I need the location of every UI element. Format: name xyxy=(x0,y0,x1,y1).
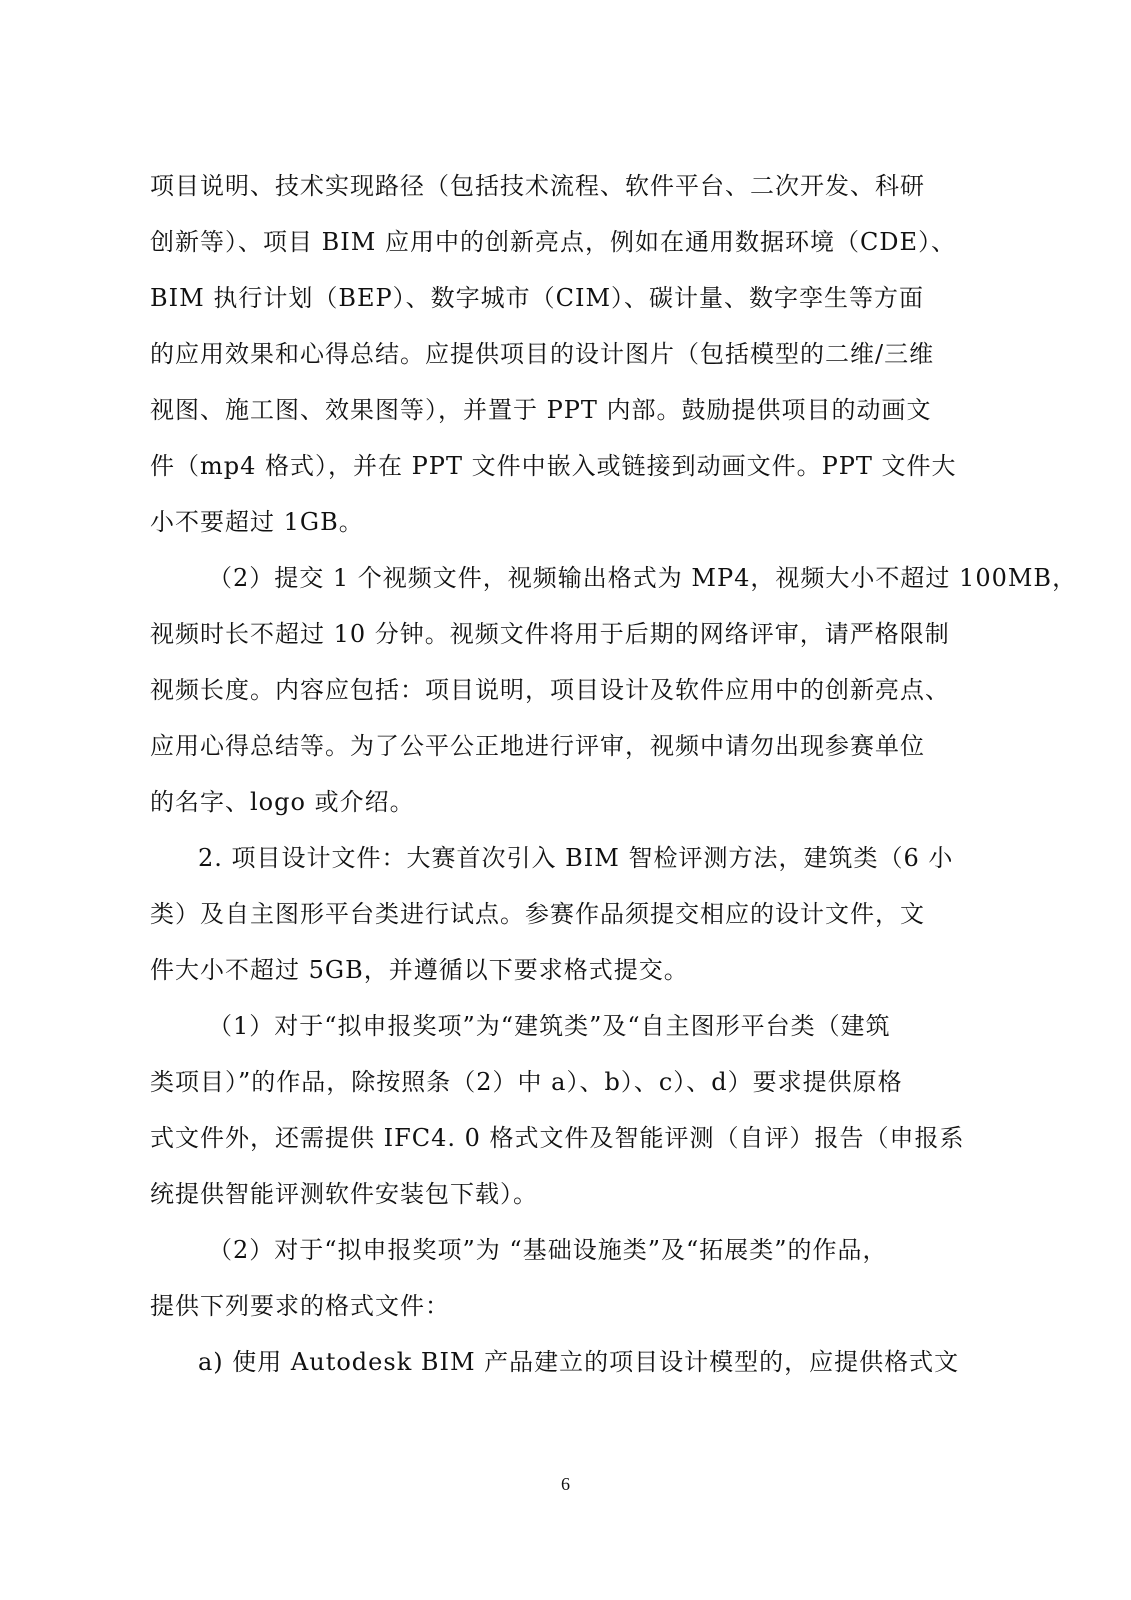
body-line: BIM 执行计划（BEP）、数字城市（CIM）、碳计量、数字孪生等方面 xyxy=(150,284,925,312)
body-line: 小不要超过 1GB。 xyxy=(150,508,364,536)
body-line: （1）对于“拟申报奖项”为“建筑类”及“自主图形平台类（建筑 xyxy=(208,1012,891,1040)
section-heading-line: 2. 项目设计文件：大赛首次引入 BIM 智检评测方法，建筑类（6 小 xyxy=(198,844,954,872)
body-line: 应用心得总结等。为了公平公正地进行评审，视频中请勿出现参赛单位 xyxy=(150,732,925,760)
page-number: 6 xyxy=(561,1474,570,1494)
body-line: 件（mp4 格式），并在 PPT 文件中嵌入或链接到动画文件。PPT 文件大 xyxy=(150,452,957,480)
body-line: 件大小不超过 5GB，并遵循以下要求格式提交。 xyxy=(150,956,689,984)
body-line: 视频时长不超过 10 分钟。视频文件将用于后期的网络评审，请严格限制 xyxy=(150,620,950,648)
body-line: a) 使用 Autodesk BIM 产品建立的项目设计模型的，应提供格式文 xyxy=(198,1348,960,1376)
body-line: 的应用效果和心得总结。应提供项目的设计图片（包括模型的二维/三维 xyxy=(150,340,935,368)
body-line: 式文件外，还需提供 IFC4. 0 格式文件及智能评测（自评）报告（申报系 xyxy=(150,1124,965,1152)
body-line: 类）及自主图形平台类进行试点。参赛作品须提交相应的设计文件，文 xyxy=(150,900,925,928)
body-line: （2）提交 1 个视频文件，视频输出格式为 MP4，视频大小不超过 100MB， xyxy=(208,564,1078,592)
body-line: 视图、施工图、效果图等），并置于 PPT 内部。鼓励提供项目的动画文 xyxy=(150,396,932,424)
body-line: （2）对于“拟申报奖项”为 “基础设施类”及“拓展类”的作品， xyxy=(208,1236,888,1264)
body-line: 创新等）、项目 BIM 应用中的创新亮点，例如在通用数据环境（CDE）、 xyxy=(150,228,957,256)
body-line: 的名字、logo 或介绍。 xyxy=(150,788,415,816)
body-line: 统提供智能评测软件安装包下载）。 xyxy=(150,1180,538,1208)
body-line: 项目说明、技术实现路径（包括技术流程、软件平台、二次开发、科研 xyxy=(150,172,925,200)
body-line: 类项目）”的作品，除按照条（2）中 a）、b）、c）、d）要求提供原格 xyxy=(150,1068,903,1096)
body-line: 视频长度。内容应包括：项目说明，项目设计及软件应用中的创新亮点、 xyxy=(150,676,950,704)
body-line: 提供下列要求的格式文件： xyxy=(150,1292,450,1320)
document-body xyxy=(150,158,1078,1390)
